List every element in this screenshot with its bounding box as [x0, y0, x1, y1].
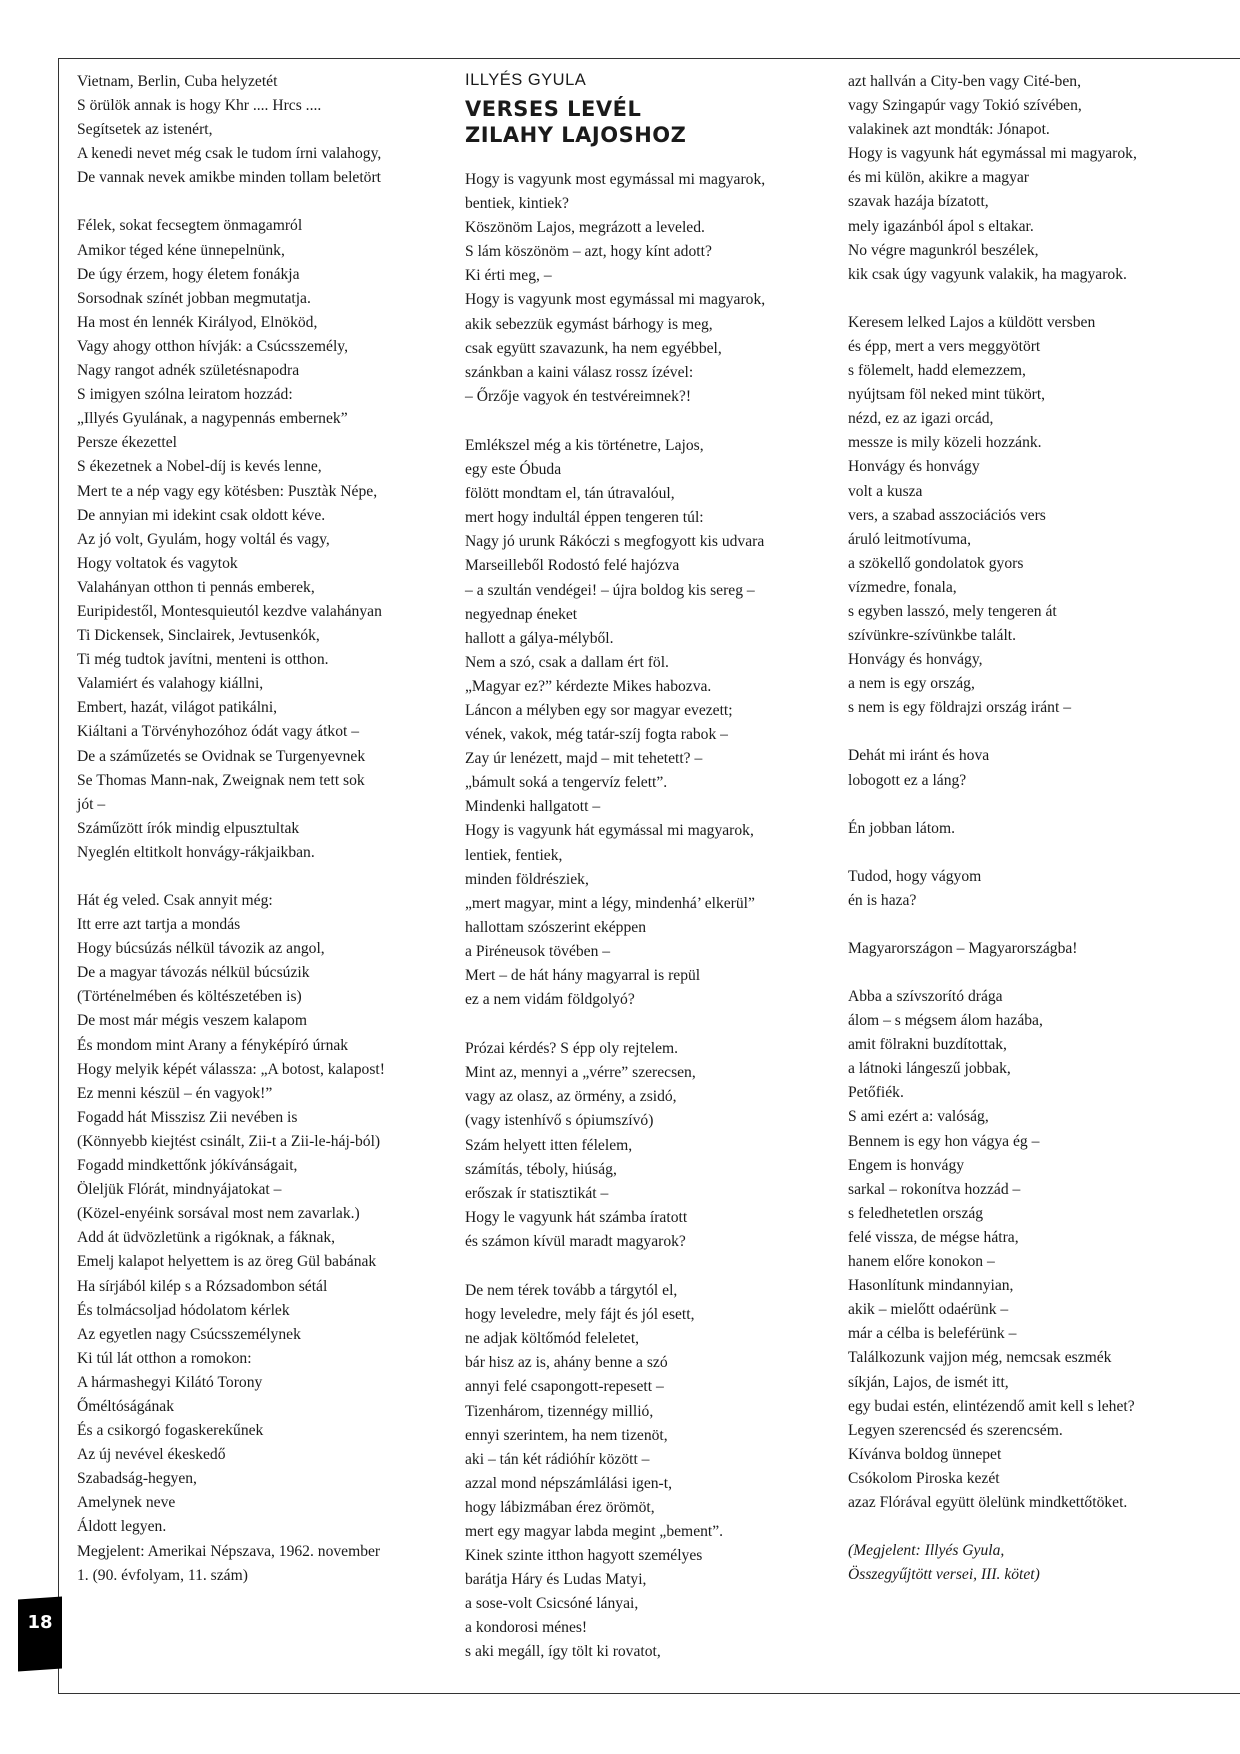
- verse-line: De most már mégis veszem kalapom: [77, 1012, 307, 1030]
- verse-line: Hogy is vagyunk most egymással mi magyarok,: [465, 171, 766, 188]
- verse-line: Megjelent: Amerikai Népszava, 1962. november: [77, 1542, 381, 1560]
- verse-line: Ha most én lennék Királyod, Elnököd,: [77, 313, 318, 331]
- poem-title-line: VERSES LEVÉL: [465, 97, 642, 121]
- verse-line: Bennem is egy hon vágya ég –: [848, 1132, 1040, 1150]
- verse-line: Találkozunk vajjon még, nemcsak eszmék: [848, 1349, 1112, 1367]
- verse-line: Ha sírjából kilép s a Rózsadombon sétál: [77, 1277, 328, 1295]
- verse-line: S imigyen szólna leiratom hozzád:: [77, 386, 293, 404]
- verse-line: Legyen szerencséd és szerencsém.: [848, 1421, 1063, 1439]
- verse-line: Hogy is vagyunk most egymással mi magyarok,: [465, 291, 766, 309]
- verse-line: hallott a gálya-mélyből.: [465, 629, 614, 647]
- verse-line: s egyben lasszó, mely tengeren át: [848, 602, 1057, 620]
- verse-line: vének, vakok, még tatár-szíj fogta rabok –: [465, 726, 728, 744]
- verse-line: Segítsetek az istenért,: [77, 121, 213, 139]
- verse-line: Magyarországon – Magyarországba!: [848, 939, 1078, 957]
- stanza: [77, 889, 437, 1588]
- note-line: (Megjelent: Illyés Gyula,: [848, 1542, 1005, 1560]
- verse-line: „Magyar ez?” kérdezte Mikes habozva.: [465, 677, 712, 695]
- verse-line: Száműzött írók mindig elpusztultak: [77, 819, 300, 837]
- verse-line: Mint az, mennyi a „vérre” szerecsen,: [465, 1064, 696, 1082]
- stanza: [465, 1279, 825, 1665]
- verse-line: s feledhetetlen ország: [848, 1204, 984, 1222]
- verse-line: szívünkre-szívünkbe talált.: [848, 627, 1017, 645]
- verse-line: vízmedre, fonala,: [848, 578, 957, 596]
- verse-line: De nem térek tovább a tárgytól el,: [465, 1282, 678, 1300]
- publication-note: [848, 1539, 1208, 1587]
- verse-line: És a csikorgó fogaskerekűnek: [77, 1422, 264, 1440]
- verse-line: Csókolom Piroska kezét: [848, 1469, 1000, 1487]
- verse-line: (Könnyebb kiejtést csinált, Zii-t a Zii-le-háj-ból): [77, 1132, 381, 1150]
- verse-line: a Piréneusok tövében –: [465, 942, 611, 960]
- verse-line: Öleljük Flórát, mindnyájatokat –: [77, 1181, 282, 1199]
- verse-line: Félek, sokat fecsegtem önmagamról: [77, 217, 303, 235]
- verse-line: egy budai estén, elintézendő amit kell s lehet?: [848, 1397, 1135, 1415]
- verse-line: volt a kusza: [848, 482, 923, 500]
- verse-line: Petőfiék.: [848, 1084, 904, 1102]
- verse-line: a szökellő gondolatok gyors: [848, 554, 1024, 572]
- verse-line: erőszak ír statisztikát –: [465, 1184, 609, 1202]
- verse-line: Hogy búcsúzás nélkül távozik az angol,: [77, 940, 325, 958]
- poem-body-continued: [848, 70, 1208, 1515]
- verse-line: De annyian mi idekint csak oldott kéve.: [77, 506, 326, 524]
- verse-line: Nagy jó urunk Rákóczi s megfogyott kis udvara: [465, 533, 765, 551]
- verse-line: Dehát mi iránt és hova: [848, 747, 990, 765]
- verse-line: Köszönöm Lajos, megrázott a leveled.: [465, 219, 705, 237]
- verse-line: én is haza?: [848, 891, 917, 909]
- stanza: [465, 1037, 825, 1254]
- verse-line: Fogadd hát Misszisz Zii nevében is: [77, 1108, 298, 1126]
- verse-line: Marseilleből Rodostó felé hajózva: [465, 557, 680, 575]
- stanza: [848, 817, 1208, 841]
- note-line: Összegyűjtött versei, III. kötet): [848, 1566, 1040, 1584]
- verse-line: Őméltóságának: [77, 1397, 174, 1415]
- verse-line: Valahányan otthon ti pennás emberek,: [77, 578, 315, 596]
- verse-line: Ki érti meg, –: [465, 267, 552, 285]
- verse-line: ne adjak költőmód feleletet,: [465, 1330, 640, 1348]
- verse-line: azt hallván a City-ben vagy Cité-ben,: [848, 73, 1081, 90]
- stanza: [848, 865, 1208, 913]
- verse-line: Mindenki hallgatott –: [465, 798, 601, 816]
- verse-line: Honvágy és honvágy: [848, 458, 980, 476]
- verse-line: Engem is honvágy: [848, 1156, 965, 1174]
- verse-line: Euripidestől, Montesquieutól kezdve valahányan: [77, 602, 382, 620]
- verse-line: Vagy ahogy otthon hívják: a Csúcsszemély,: [77, 337, 348, 355]
- verse-line: Sorsodnak színét jobban megmutatja.: [77, 289, 311, 307]
- verse-line: hogy lábizmában érez örömöt,: [465, 1498, 655, 1516]
- verse-line: De vannak nevek amikbe minden tollam beletört: [77, 169, 381, 187]
- verse-line: Tizenhárom, tizennégy millió,: [465, 1402, 654, 1420]
- verse-line: egy este Óbuda: [465, 461, 562, 479]
- page-number-tab: [18, 1596, 62, 1671]
- verse-line: Szám helyett itten félelem,: [465, 1136, 633, 1154]
- verse-line: A kenedi nevet még csak le tudom írni valahogy,: [77, 145, 382, 163]
- verse-line: (vagy istenhívő s ópiumszívó): [465, 1112, 654, 1130]
- verse-line: „bámult soká a tengervíz felett”.: [465, 774, 668, 792]
- verse-line: No végre magunkról beszélek,: [848, 241, 1039, 259]
- verse-line: hallottam szószerint eképpen: [465, 918, 646, 936]
- verse-line: De úgy érzem, hogy életem fonákja: [77, 265, 300, 283]
- verse-line: vers, a szabad asszociációs vers: [848, 506, 1046, 524]
- verse-line: síkján, Lajos, de ismét itt,: [848, 1373, 1009, 1391]
- verse-line: Emlékszel még a kis történetre, Lajos,: [465, 436, 704, 454]
- verse-line: hogy leveledre, mely fájt és jól esett,: [465, 1306, 695, 1324]
- verse-line: Én jobban látom.: [848, 819, 955, 837]
- verse-line: „mert magyar, mint a légy, mindenhá’ elkerül”: [465, 894, 755, 912]
- column-left: [77, 70, 437, 1612]
- verse-line: szavak hazája bízatott,: [848, 193, 989, 211]
- verse-line: kik csak úgy vagyunk valakik, ha magyarok.: [848, 265, 1127, 283]
- verse-line: messze is mily közeli hozzánk.: [848, 434, 1042, 452]
- verse-line: Az jó volt, Gyulám, hogy voltál és vagy,: [77, 530, 330, 548]
- stanza: [848, 744, 1208, 792]
- stanza: [465, 168, 825, 409]
- verse-line: Zay úr lenézett, majd – mit tehetett? –: [465, 750, 703, 768]
- verse-line: Ti Dickensek, Sinclairek, Jevtusenkók,: [77, 627, 320, 645]
- verse-line: Nyeglén eltitkolt honvágy-rákjaikban.: [77, 843, 315, 861]
- verse-line: S lám köszönöm – azt, hogy kínt adott?: [465, 243, 712, 261]
- verse-line: nézd, ez az igazi orcád,: [848, 410, 994, 428]
- verse-line: vagy az olasz, az örmény, a zsidó,: [465, 1088, 677, 1106]
- stanza: [77, 214, 437, 865]
- verse-line: nyújtsam föl neked mint tükört,: [848, 386, 1046, 404]
- verse-line: s fölemelt, hadd elemezzem,: [848, 362, 1026, 380]
- verse-line: jót –: [77, 795, 106, 813]
- stanza: [848, 937, 1208, 961]
- verse-line: Honvágy és honvágy,: [848, 651, 983, 669]
- verse-line: Az egyetlen nagy Csúcsszemélynek: [77, 1325, 301, 1343]
- poem-title-line: ZILAHY LAJOSHOZ: [465, 123, 687, 147]
- verse-line: Se Thomas Mann-nak, Zweignak nem tett sok: [77, 771, 365, 789]
- verse-line: és mi külön, akikre a magyar: [848, 169, 1030, 187]
- verse-line: bentiek, kintiek?: [465, 195, 569, 213]
- verse-line: Tudod, hogy vágyom: [848, 867, 982, 885]
- verse-line: sarkal – rokonítva hozzád –: [848, 1180, 1021, 1198]
- verse-line: „Illyés Gyulának, a nagypennás embernek”: [77, 410, 348, 428]
- verse-line: Hogy le vagyunk hát számba íratott: [465, 1208, 688, 1226]
- verse-line: A hármashegyi Kilátó Torony: [77, 1373, 263, 1391]
- verse-line: minden földrésziek,: [465, 870, 589, 888]
- verse-line: Hogy voltatok és vagytok: [77, 554, 238, 572]
- poem-author: ILLYÉS GYULA: [465, 71, 587, 89]
- column-middle: [465, 70, 825, 1690]
- verse-line: vagy Szingapúr vagy Tokió szívében,: [848, 97, 1082, 115]
- verse-line: Prózai kérdés? S épp oly rejtelem.: [465, 1040, 679, 1058]
- verse-line: Amikor téged kéne ünnepelnünk,: [77, 241, 285, 259]
- verse-line: Kiáltani a Törvényhozóhoz ódát vagy átkot –: [77, 723, 360, 741]
- verse-line: s aki megáll, így tölt ki rovatot,: [465, 1643, 661, 1661]
- verse-line: De a magyar távozás nélkül búcsúzik: [77, 964, 310, 982]
- verse-line: felé vissza, de mégse hátra,: [848, 1228, 1019, 1246]
- verse-line: Embert, hazát, világot patikálni,: [77, 699, 278, 717]
- verse-line: azzal mond népszámlálási igen-t,: [465, 1474, 672, 1492]
- verse-line: És tolmácsoljad hódolatom kérlek: [77, 1301, 290, 1319]
- verse-line: S örülök annak is hogy Khr .... Hrcs ....: [77, 97, 322, 115]
- verse-line: Add át üdvözletünk a rigóknak, a fáknak,: [77, 1229, 336, 1247]
- verse-line: s nem is egy földrajzi ország iránt –: [848, 699, 1072, 717]
- verse-line: Kívánva boldog ünnepet: [848, 1445, 1002, 1463]
- verse-line: Ti még tudtok javítni, menteni is otthon.: [77, 651, 329, 669]
- verse-line: – a szultán vendégei! – újra boldog kis sereg –: [465, 581, 755, 599]
- page-number: 18: [27, 1612, 53, 1633]
- verse-line: Emelj kalapot helyettem is az öreg Gül babának: [77, 1253, 377, 1271]
- verse-line: mely igazánból ápol s eltakar.: [848, 217, 1034, 235]
- verse-line: Fogadd mindkettőnk jókívánságait,: [77, 1157, 298, 1175]
- verse-line: Kinek szinte itthon hagyott személyes: [465, 1547, 703, 1565]
- verse-line: valakinek azt mondták: Jónapot.: [848, 121, 1050, 139]
- verse-line: Mert te a nép vagy egy kötésben: Pusztàk Népe,: [77, 482, 378, 500]
- stanza: [465, 434, 825, 1012]
- verse-line: Láncon a mélyben egy sor magyar evezett;: [465, 701, 733, 719]
- verse-line: – Őrzője vagyok én testvéreimnek?!: [465, 387, 692, 405]
- verse-line: Nem a szó, csak a dallam ért föl.: [465, 653, 669, 671]
- verse-line: annyi felé csapongott-repesett –: [465, 1378, 664, 1396]
- stanza: [848, 311, 1208, 721]
- verse-line: azaz Flórával együtt ölelünk mindkettőtöket.: [848, 1493, 1128, 1511]
- verse-line: lentiek, fentiek,: [465, 846, 563, 864]
- verse-line: és számon kívül maradt magyarok?: [465, 1232, 686, 1250]
- stanza: [77, 70, 437, 190]
- verse-line: Szabadság-hegyen,: [77, 1470, 197, 1488]
- poem-body: [465, 168, 825, 1665]
- verse-line: a látnoki lángeszű jobbak,: [848, 1060, 1011, 1078]
- verse-line: De a száműzetés se Ovidnak se Turgenyevnek: [77, 747, 366, 765]
- verse-line: Hasonlítunk mindannyian,: [848, 1277, 1014, 1295]
- verse-line: áruló leitmotívuma,: [848, 530, 971, 548]
- verse-line: Az új nevével ékeskedő: [77, 1446, 226, 1464]
- verse-line: fölött mondtam el, tán útravalóul,: [465, 485, 675, 503]
- verse-line: barátja Háry és Ludas Matyi,: [465, 1571, 647, 1589]
- verse-line: már a célba is beleférünk –: [848, 1325, 1017, 1343]
- verse-line: 1. (90. évfolyam, 11. szám): [77, 1566, 248, 1584]
- verse-line: Nagy rangot adnék születésnapodra: [77, 362, 300, 380]
- verse-line: Valamiért és valahogy kiállni,: [77, 675, 264, 693]
- verse-line: Hogy is vagyunk hát egymással mi magyarok,: [848, 145, 1137, 163]
- verse-line: negyednap éneket: [465, 605, 578, 623]
- verse-line: hanem előre konokon –: [848, 1253, 995, 1271]
- verse-line: akik – mielőtt odaérünk –: [848, 1301, 1009, 1319]
- verse-line: mert hogy indultál éppen tengeren túl:: [465, 509, 704, 527]
- verse-line: csak együtt szavazunk, ha nem egyébbel,: [465, 339, 722, 357]
- verse-line: ennyi szerintem, ha nem tizenöt,: [465, 1426, 668, 1444]
- verse-line: Mert – de hát hány magyarral is repül: [465, 967, 701, 984]
- stanza: [848, 985, 1208, 1515]
- verse-line: Hogy melyik képét válassza: „A botost, kalapost!: [77, 1060, 385, 1078]
- verse-line: mert egy magyar labda megint „bement”.: [465, 1522, 724, 1540]
- verse-line: Vietnam, Berlin, Cuba helyzetét: [77, 73, 278, 90]
- verse-line: Hát ég veled. Csak annyit még:: [77, 892, 273, 909]
- verse-line: Áldott legyen.: [77, 1518, 167, 1536]
- verse-line: Itt erre azt tartja a mondás: [77, 916, 241, 934]
- verse-line: (Közel-enyéink sorsával most nem zavarlak.): [77, 1205, 360, 1223]
- column-right: [848, 70, 1208, 1611]
- verse-line: (Történelmében és költészetében is): [77, 988, 302, 1006]
- verse-line: S ami ezért a: valóság,: [848, 1108, 989, 1126]
- verse-line: aki – tán két rádióhír között –: [465, 1450, 650, 1468]
- verse-line: ez a nem vidám földgolyó?: [465, 991, 635, 1009]
- verse-line: Ki túl lát otthon a romokon:: [77, 1349, 252, 1367]
- verse-line: számítás, téboly, hiúság,: [465, 1160, 617, 1178]
- stanza: [848, 70, 1208, 287]
- verse-line: szánkban a kaini válasz rossz ízével:: [465, 363, 694, 381]
- verse-line: S ékezetnek a Nobel-díj is kevés lenne,: [77, 458, 322, 476]
- verse-line: a kondorosi ménes!: [465, 1619, 588, 1637]
- verse-line: akik sebezzük egymást bárhogy is meg,: [465, 315, 713, 333]
- verse-line: Ez menni készül – én vagyok!”: [77, 1084, 273, 1102]
- verse-line: a sose-volt Csicsóné lányai,: [465, 1595, 639, 1613]
- verse-line: álom – s mégsem álom hazába,: [848, 1012, 1043, 1030]
- verse-line: És mondom mint Arany a fényképíró úrnak: [77, 1036, 349, 1054]
- verse-line: Keresem lelked Lajos a küldött versben: [848, 313, 1096, 331]
- verse-line: Persze ékezettel: [77, 434, 177, 452]
- verse-line: és épp, mert a vers meggyötört: [848, 337, 1041, 355]
- verse-line: Amelynek neve: [77, 1494, 176, 1512]
- verse-line: Abba a szívszorító drága: [848, 988, 1003, 1005]
- verse-line: lobogott ez a láng?: [848, 771, 967, 789]
- verse-line: bár hisz az is, ahány benne a szó: [465, 1354, 668, 1372]
- verse-line: Hogy is vagyunk hát egymással mi magyarok,: [465, 822, 754, 840]
- poem-title: [465, 96, 825, 148]
- verse-line: amit fölrakni buzdítottak,: [848, 1036, 1007, 1054]
- verse-line: a nem is egy ország,: [848, 675, 975, 693]
